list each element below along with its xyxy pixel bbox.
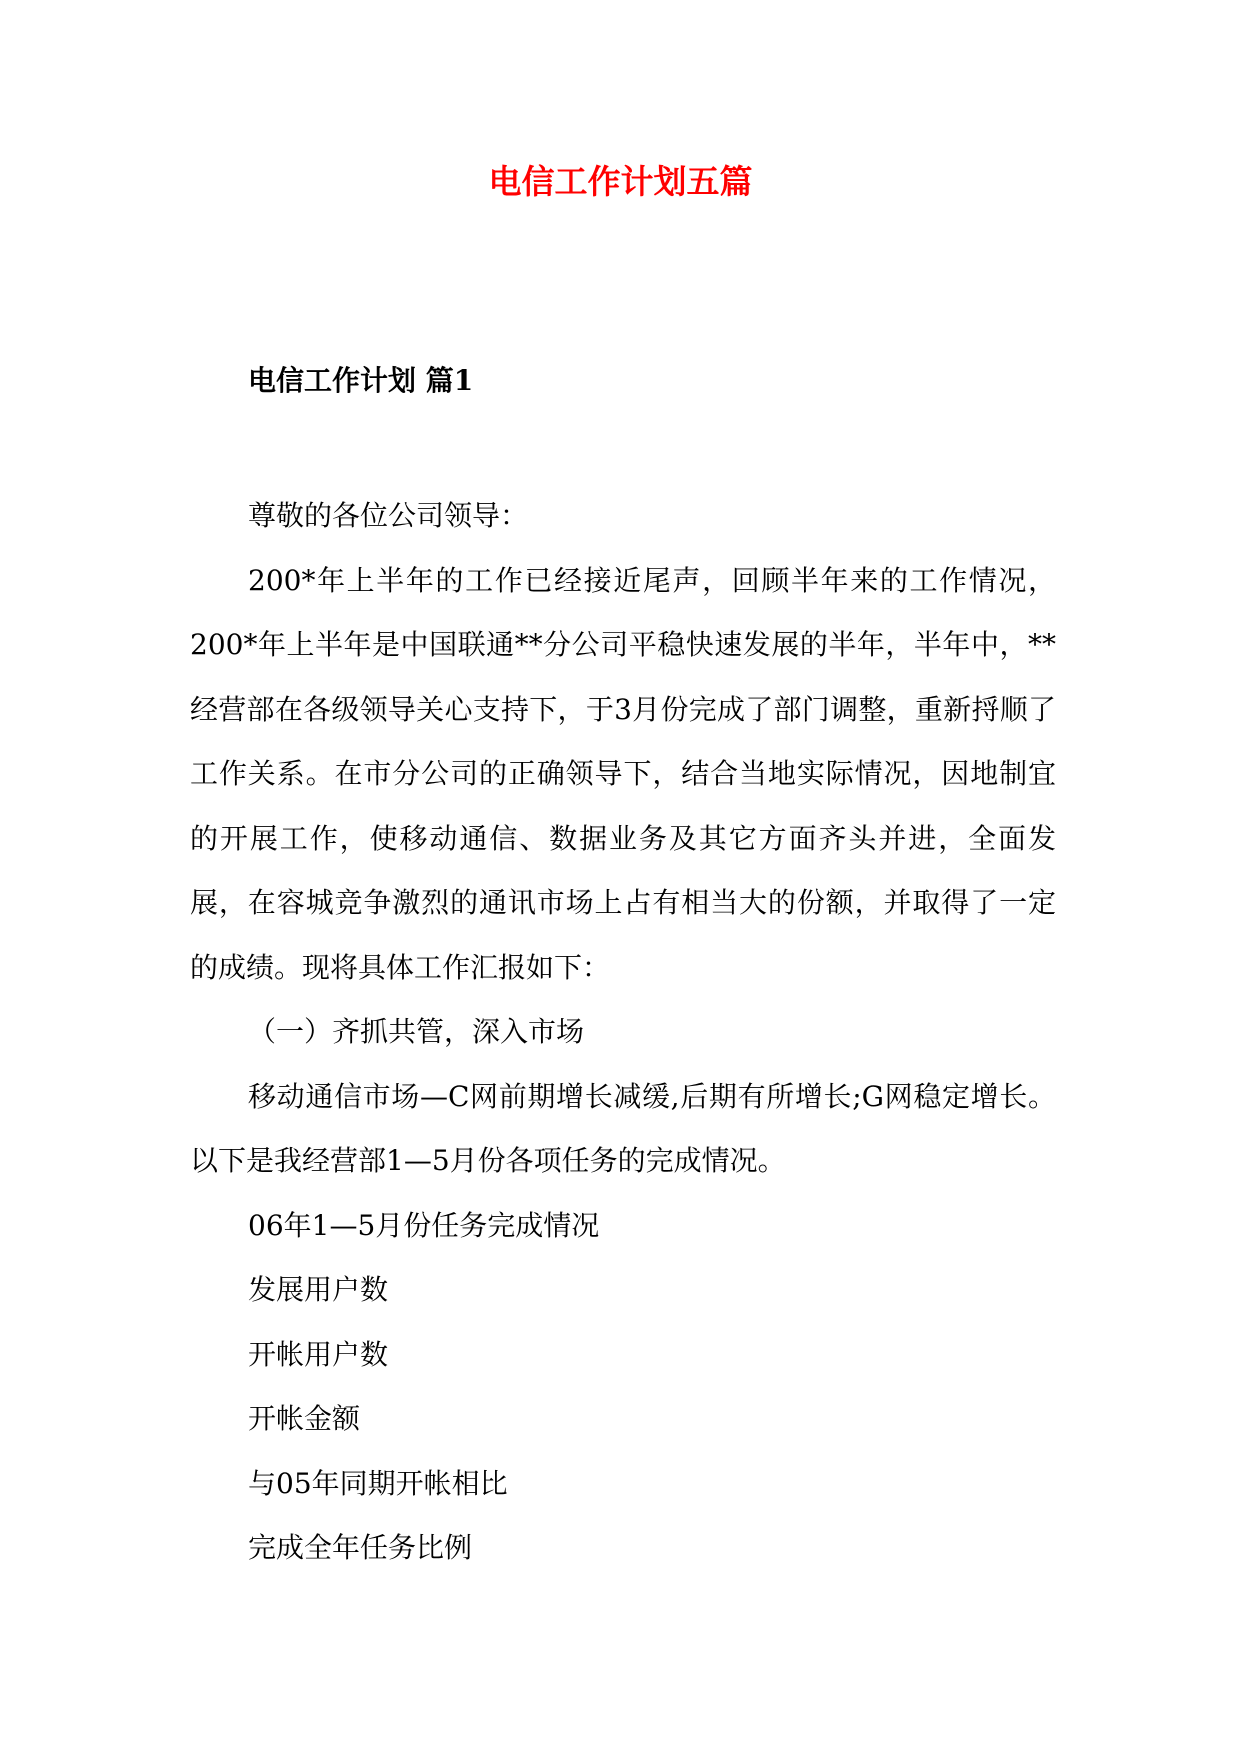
paragraph-intro: 200*年上半年的工作已经接近尾声，回顾半年来的工作情况，200*年上半年是中国联通**分公司平稳快速发展的半年，半年中，**经营部在各级领导关心支持下，于3月份完成了部门调整，重新捋顺了工作关系。在市分公司的正确领导下，结合当地实际情况，因地制宜的开展工作，使移动通信、数据业务及其它方面齐头并进，全面发展，在容城竞争激烈的通讯市场上占有相当大的份额，并取得了一定的成绩。现将具体工作汇报如下： [190, 563, 1056, 984]
list-item: 与05年同期开帐相比 [248, 1466, 508, 1500]
list-item: 开帐用户数 [248, 1337, 389, 1371]
paragraph-salutation: 尊敬的各位公司领导： [248, 499, 529, 532]
section-heading: 电信工作计划 篇1 [248, 364, 474, 397]
paragraph-task-title: 06年1—5月份任务完成情况 [248, 1208, 600, 1242]
document-body [190, 484, 1056, 1581]
list-item: 开帐金额 [248, 1402, 361, 1435]
list-item: 发展用户数 [248, 1273, 389, 1306]
paragraph-subheading: （一）齐抓共管，深入市场 [248, 1015, 585, 1048]
list-item: 完成全年任务比例 [248, 1531, 473, 1564]
document-title: 电信工作计划五篇 [488, 162, 753, 201]
paragraph-market: 移动通信市场—C网前期增长减缓,后期有所增长;G网稳定增长。以下是我经营部1—5月份各项任务的完成情况。 [190, 1079, 1056, 1177]
